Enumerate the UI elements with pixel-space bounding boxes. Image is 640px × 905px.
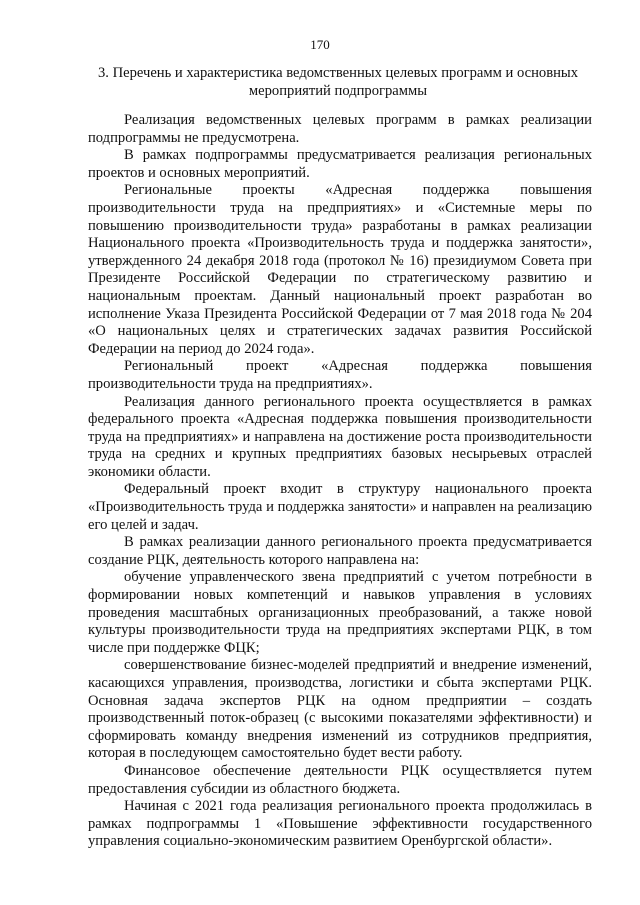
page-number: 170 — [310, 37, 330, 52]
paragraph: Финансовое обеспечение деятельности РЦК осуществляется путем предоставления субсидии из областного бюджета. — [88, 762, 592, 797]
section-heading: 3. Перечень и характеристика ведомственных целевых программ и основных мероприятий подпрограммы — [97, 65, 579, 99]
paragraph: В рамках реализации данного регионального проекта предусматривается создание РЦК, деятельность которого направлена на: — [88, 534, 592, 568]
paragraph: Начиная с 2021 года реализация регионального проекта продолжилась в рамках подпрограммы 1 «Повышение эффективности государственного управления социально-экономическим развитием Оренбургской области». — [88, 798, 592, 850]
paragraph: Региональный проект «Адресная поддержка повышения производительности труда на предприятиях». — [88, 358, 592, 392]
section-body — [88, 112, 592, 851]
paragraph: Реализация данного регионального проекта осуществляется в рамках федерального проекта «Адресная поддержка повышения производительности труда на предприятиях» и направлена на достижение роста производительности труда на средних и крупных предприятиях базовых несырьевых отраслей экономики области. — [88, 393, 592, 480]
paragraph: В рамках подпрограммы предусматривается реализация региональных проектов и основных мероприятий. — [88, 147, 592, 181]
paragraph: Федеральный проект входит в структуру национального проекта «Производительность труда и поддержка занятости» и направлен на реализацию его целей и задач. — [88, 481, 592, 533]
paragraph: Реализация ведомственных целевых программ в рамках реализации подпрограммы не предусмотрена. — [88, 112, 592, 146]
list-item: обучение управленческого звена предприятий с учетом потребности в формировании новых компетенций и навыков управления в условиях проведения масштабных организационных преобразований, а также новой культуры производительности труда на предприятиях экспертами РЦК, в том числе при поддержке ФЦК; — [88, 569, 592, 656]
paragraph: Региональные проекты «Адресная поддержка повышения производительности труда на предприятиях» и «Системные меры по повышению производительности труда» разработаны в рамках реализации Национального проекта «Производительность труда и поддержка занятости», утвержденного 24 декабря 2018 года (протокол № 16) президиумом Совета при Президенте Российской Федерации по стратегическому развитию и национальным проектам. Данный национальный проект разработан во исполнение Указа Президента Российской Федерации от 7 мая 2018 года № 204 «О национальных целях и стратегических задачах развития Российской Федерации на период до 2024 года». — [88, 182, 592, 357]
list-item: совершенствование бизнес-моделей предприятий и внедрение изменений, касающихся управления, производства, логистики и сбыта экспертами РЦК. Основная задача экспертов РЦК на одном предприятии – создать производственный поток-образец (с высокими показателями эффективности) и сформировать команду внедрения изменений из сотрудников предприятия, которая в последующем самостоятельно будет вести работу. — [88, 657, 592, 762]
